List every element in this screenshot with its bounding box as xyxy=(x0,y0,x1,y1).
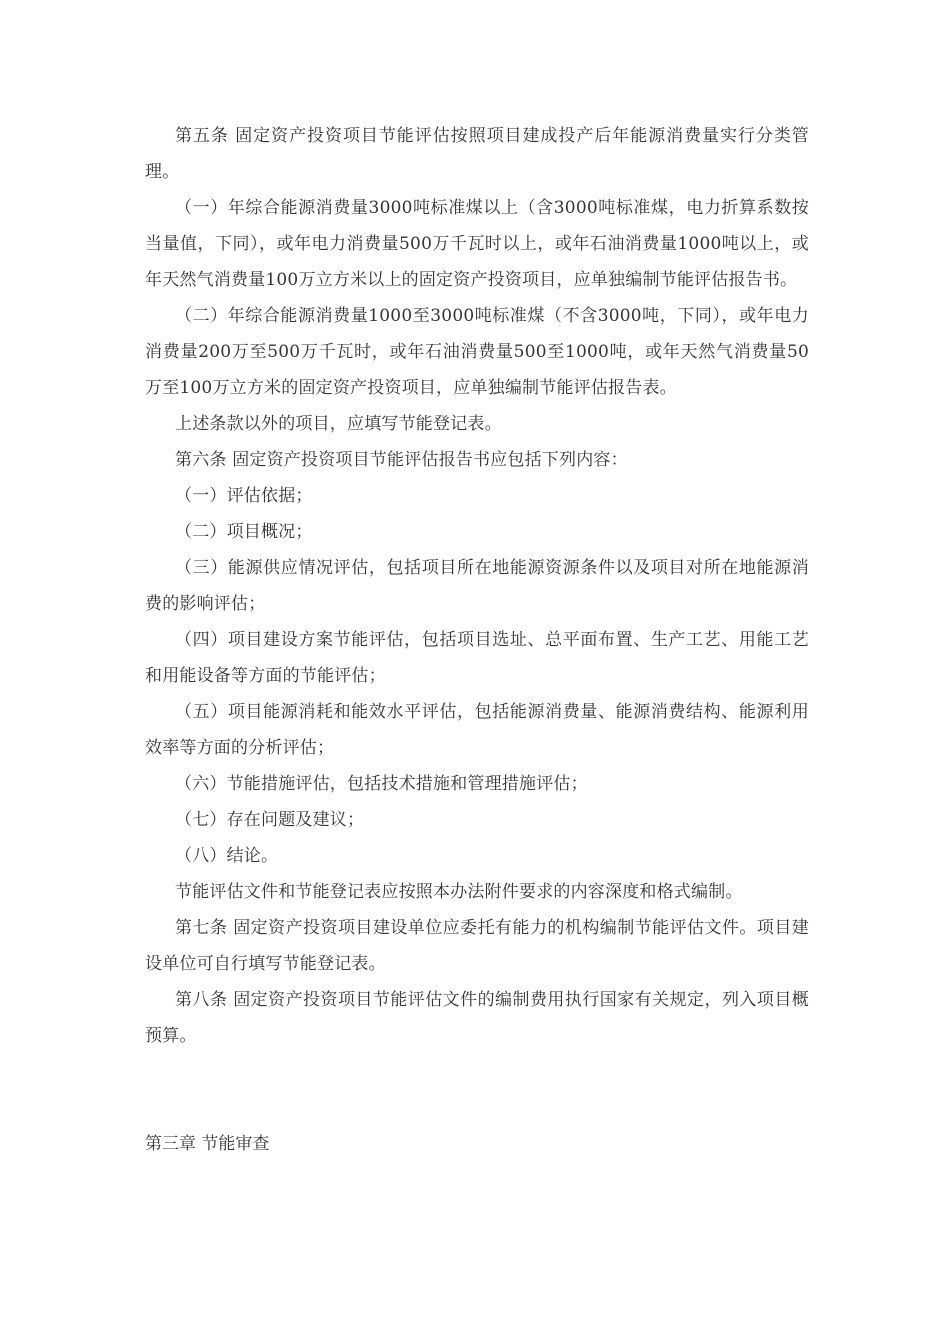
article-7-paragraph: 第七条 固定资产投资项目建设单位应委托有能力的机构编制节能评估文件。项目建设单位可自行填写节能登记表。 xyxy=(145,918,809,974)
article-8-paragraph: 第八条 固定资产投资项目节能评估文件的编制费用执行国家有关规定，列入项目概预算。 xyxy=(145,990,809,1046)
document-body xyxy=(145,118,809,1054)
article-6-item-2: （二）项目概况； xyxy=(175,522,313,542)
chapter-heading: 第三章 节能审查 xyxy=(145,1134,270,1154)
article-5-other-projects: 上述条款以外的项目，应填写节能登记表。 xyxy=(175,414,502,434)
article-6-item-5: （五）项目能源消耗和能效水平评估，包括能源消费量、能源消费结构、能源利用效率等方面的分析评估； xyxy=(145,702,809,758)
article-6-item-7: （七）存在问题及建议； xyxy=(175,810,365,830)
article-6-item-6: （六）节能措施评估，包括技术措施和管理措施评估； xyxy=(175,774,588,794)
article-6-format-note: 节能评估文件和节能登记表应按照本办法附件要求的内容深度和格式编制。 xyxy=(175,882,743,902)
article-6-item-4: （四）项目建设方案节能评估，包括项目选址、总平面布置、生产工艺、用能工艺和用能设备等方面的节能评估； xyxy=(145,630,809,686)
article-5-item-2: （二）年综合能源消费量1000至3000吨标准煤（不含3000吨，下同），或年电力消费量200万至500万千瓦时，或年石油消费量500至1000吨，或年天然气消费量50万至100万立方米的固定资产投资项目，应单独编制节能评估报告表。 xyxy=(145,306,809,398)
article-6-item-8: （八）结论。 xyxy=(175,846,279,866)
article-6-item-1: （一）评估依据； xyxy=(175,486,313,506)
article-6-paragraph: 第六条 固定资产投资项目节能评估报告书应包括下列内容： xyxy=(175,450,628,470)
article-5-paragraph: 第五条 固定资产投资项目节能评估按照项目建成投产后年能源消费量实行分类管理。 xyxy=(145,126,809,182)
article-6-item-3: （三）能源供应情况评估，包括项目所在地能源资源条件以及项目对所在地能源消费的影响评估； xyxy=(145,558,809,614)
article-5-item-1: （一）年综合能源消费量3000吨标准煤以上（含3000吨标准煤，电力折算系数按当量值，下同），或年电力消费量500万千瓦时以上，或年石油消费量1000吨以上，或年天然气消费量100万立方米以上的固定资产投资项目，应单独编制节能评估报告书。 xyxy=(145,198,809,290)
